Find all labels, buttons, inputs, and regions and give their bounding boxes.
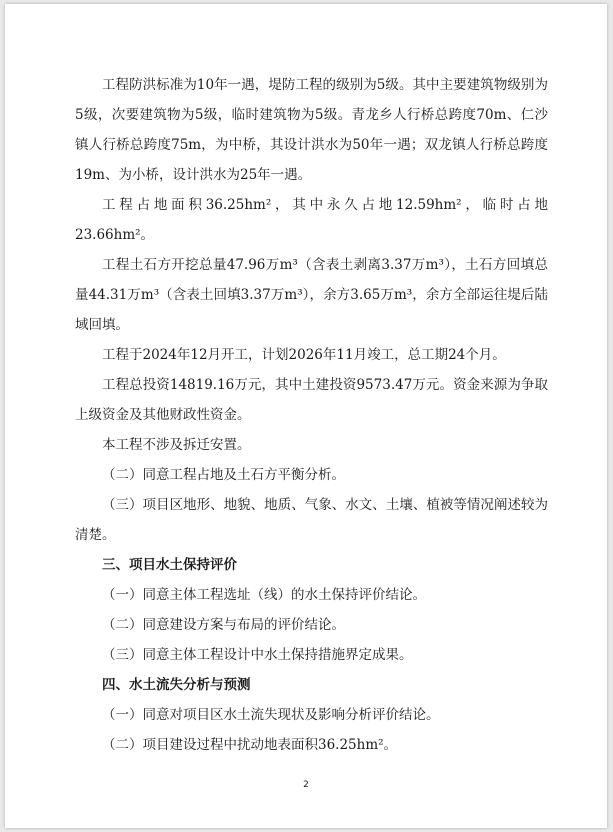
list-item-3-2: （二）同意建设方案与布局的评价结论。 (102, 617, 345, 633)
page-number: 2 (303, 780, 309, 790)
list-item-2-3: （三）项目区地形、地貌、地质、气象、水文、土壤、植被等情况阐述较为清楚。 (75, 497, 548, 543)
paragraph-earthwork: 工程土石方开挖总量47.96万m³（含表土剥离3.37万m³），土石方回填总量44.31万m³（含表土回填3.37万m³），余方3.65万m³，余方全部运往堤后陆域回填。 (75, 257, 548, 333)
list-item-2-2: （二）同意工程占地及土石方平衡分析。 (102, 467, 345, 483)
paragraph-land-area: 工程占地面积36.25hm²，其中永久占地12.59hm²，临时占地23.66hm²。 (75, 197, 548, 243)
paragraph-relocation: 本工程不涉及拆迁安置。 (102, 437, 251, 453)
list-item-4-1: （一）同意对项目区水土流失现状及影响分析评价结论。 (102, 707, 440, 723)
section-heading-4: 四、水土流失分析与预测 (102, 677, 251, 693)
list-item-3-3: （三）同意主体工程设计中水土保持措施界定成果。 (102, 647, 413, 663)
paragraph-flood-standard: 工程防洪标准为10年一遇，堤防工程的级别为5级。其中主要建筑物级别为5级，次要建筑物为5级，临时建筑物为5级。青龙乡人行桥总跨度70m、仁沙镇人行桥总跨度75m，为中桥，其设计洪水为50年一遇；双龙镇人行桥总跨度19m、为小桥，设计洪水为25年一遇。 (75, 77, 548, 183)
paragraph-investment: 工程总投资14819.16万元，其中土建投资9573.47万元。资金来源为争取上级资金及其他财政性资金。 (75, 377, 548, 423)
list-item-3-1: （一）同意主体工程选址（线）的水土保持评价结论。 (102, 587, 426, 603)
list-item-4-2: （二）项目建设过程中扰动地表面积36.25hm²。 (102, 737, 398, 753)
document-page (5, 4, 607, 828)
section-heading-3: 三、项目水土保持评价 (102, 557, 237, 573)
document-body (75, 70, 548, 760)
paragraph-schedule: 工程于2024年12月开工，计划2026年11月竣工，总工期24个月。 (102, 347, 506, 363)
